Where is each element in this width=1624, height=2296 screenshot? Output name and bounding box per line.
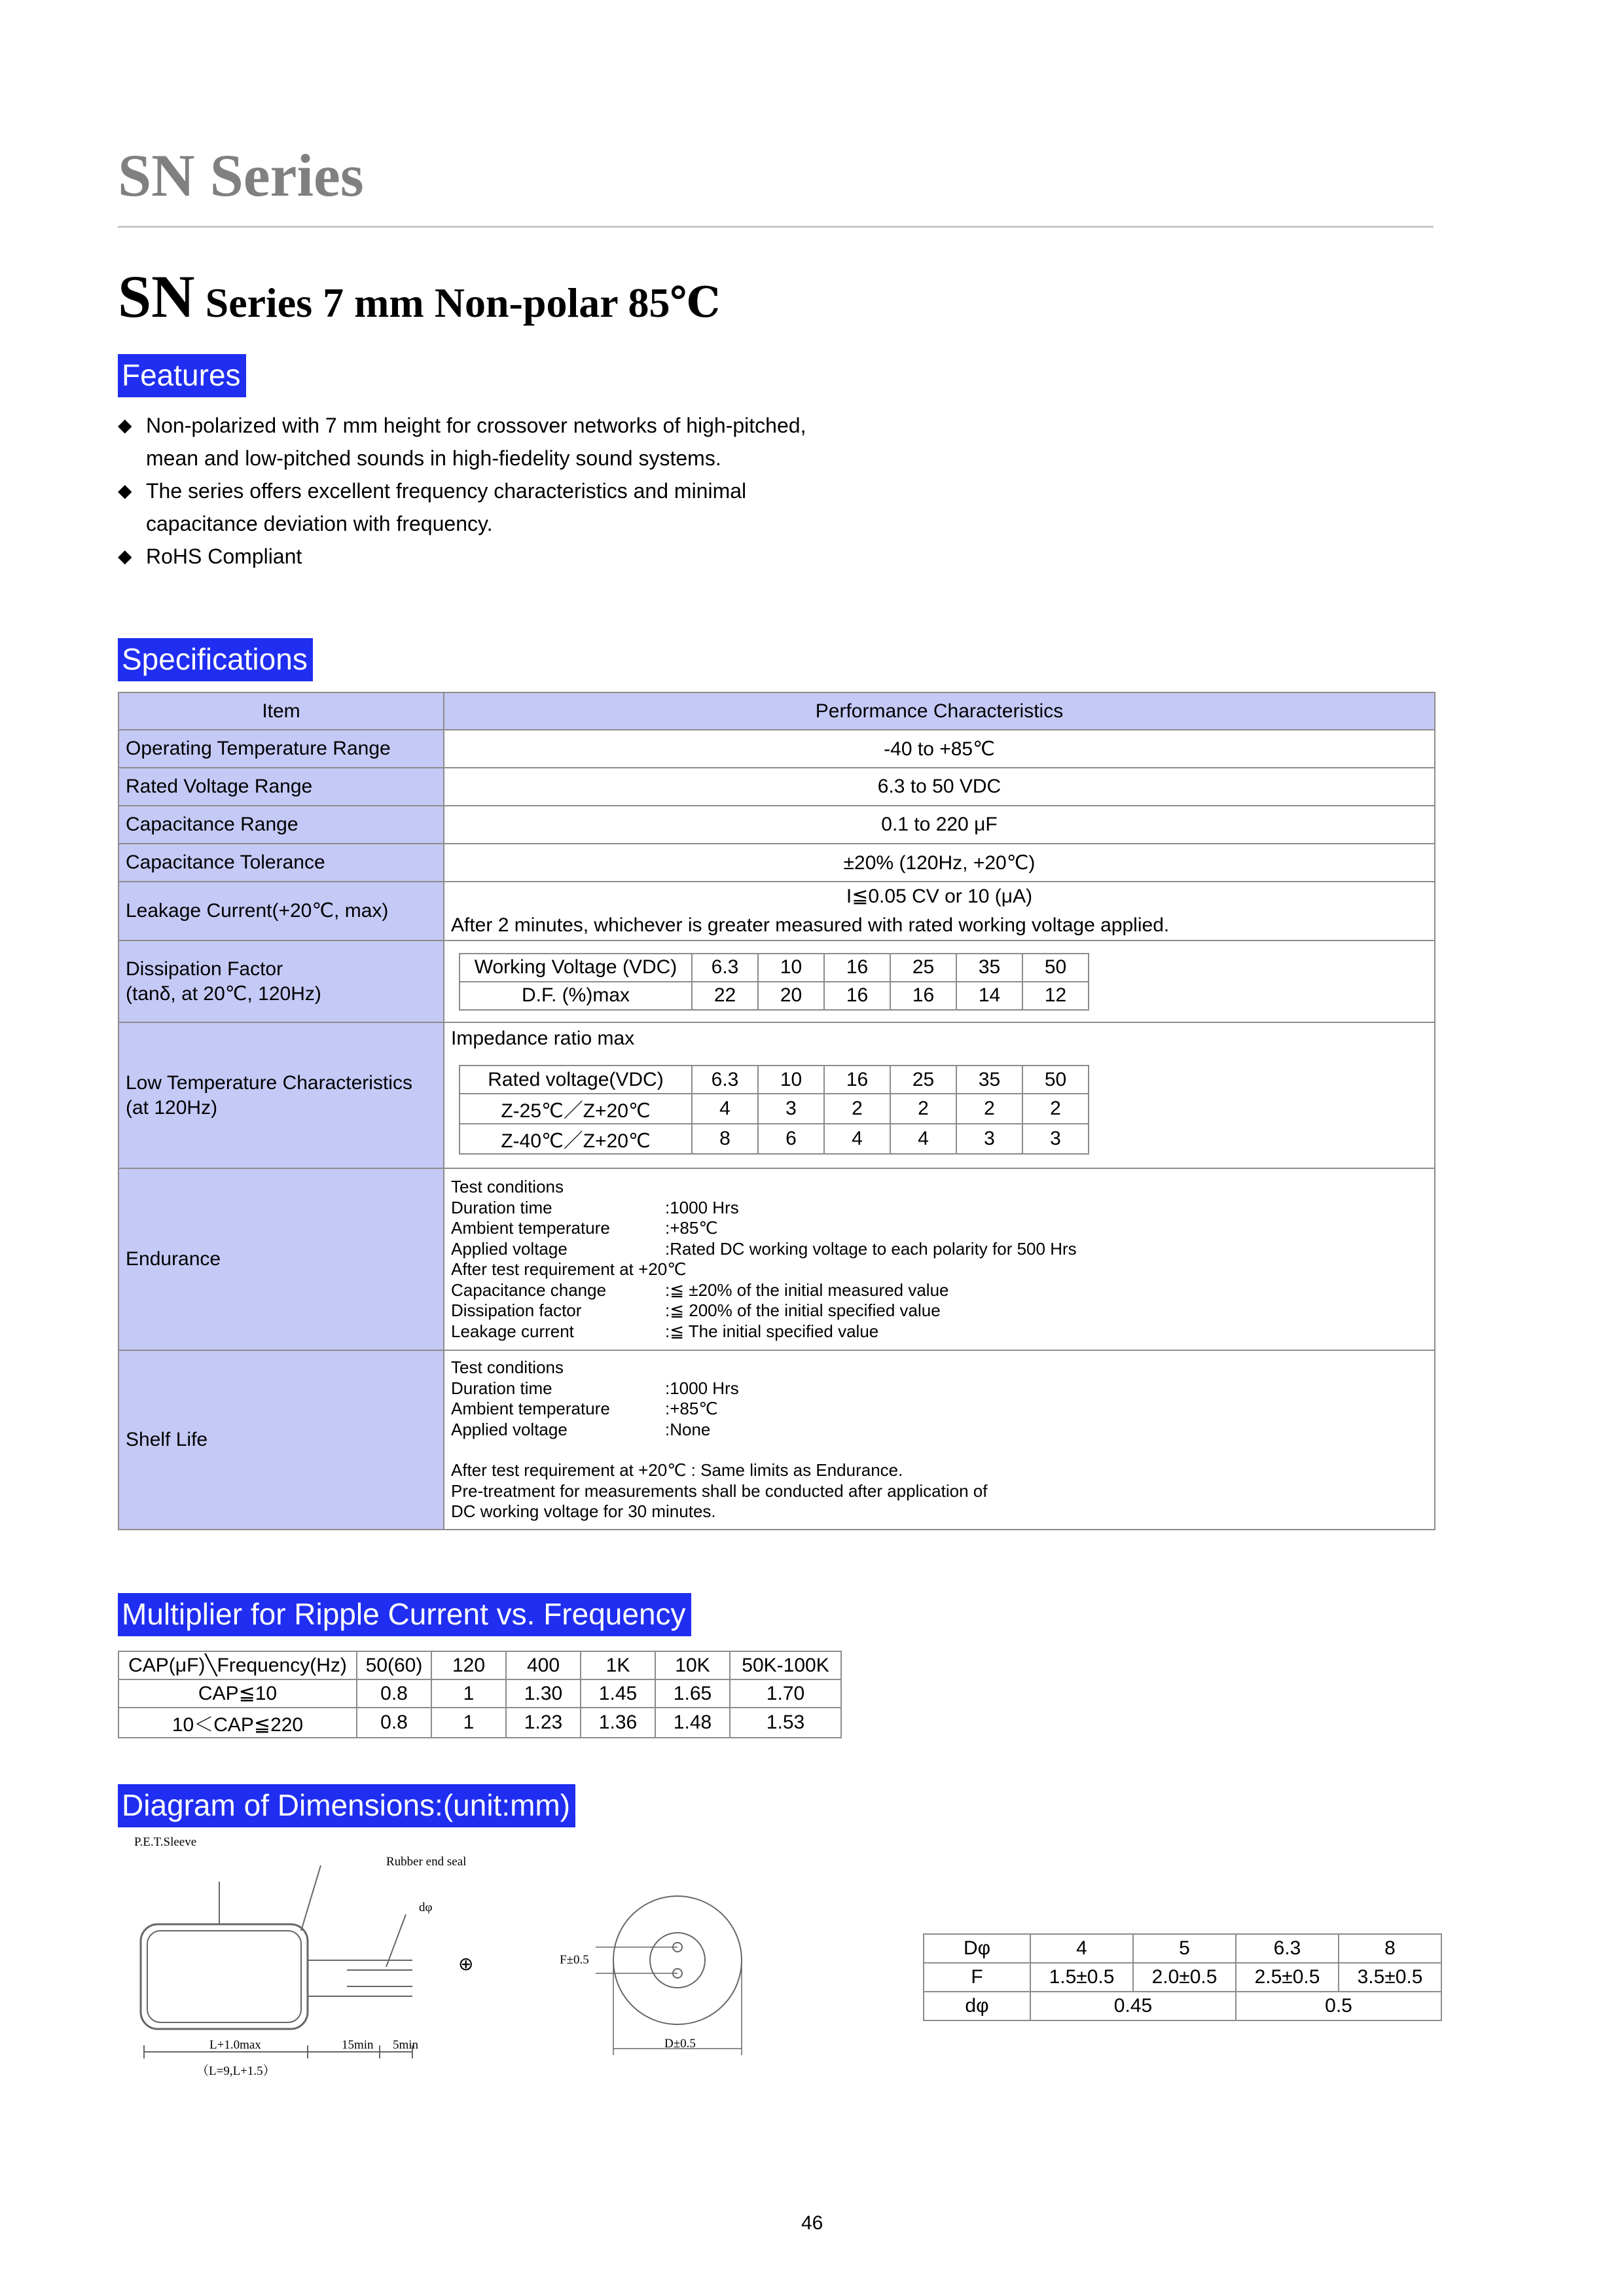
df-voltage: 35 bbox=[956, 954, 1022, 982]
df-value: 22 bbox=[692, 982, 758, 1010]
label-d-tolerance: D±0.5 bbox=[664, 2037, 696, 2051]
dim-value: 6.3 bbox=[1236, 1934, 1339, 1963]
page-number: 46 bbox=[801, 2212, 823, 2234]
shelf-key: Ambient temperature bbox=[451, 1399, 610, 1419]
endurance-value: :+85℃ bbox=[665, 1218, 718, 1238]
ripple-value: 0.8 bbox=[357, 1708, 431, 1738]
row-label: Capacitance Range bbox=[118, 806, 444, 844]
df-table bbox=[459, 953, 1089, 1011]
ripple-value: 1 bbox=[431, 1679, 506, 1708]
specifications-heading: Specifications bbox=[118, 638, 313, 681]
dim-label: dφ bbox=[924, 1992, 1030, 2020]
feature-text: RoHS Compliant bbox=[146, 545, 302, 568]
dim-value: 5 bbox=[1133, 1934, 1236, 1963]
impedance-header-label: Rated voltage(VDC) bbox=[460, 1066, 692, 1094]
ripple-table bbox=[118, 1651, 842, 1738]
lowtemp-label-line2: (at 120Hz) bbox=[126, 1096, 218, 1119]
features-heading: Features bbox=[118, 354, 246, 397]
row-label: Endurance bbox=[118, 1168, 444, 1350]
table-row bbox=[118, 941, 1435, 1022]
dim-value: 3.5±0.5 bbox=[1339, 1963, 1441, 1992]
df-voltage: 6.3 bbox=[692, 954, 758, 982]
ripple-value: 1.65 bbox=[655, 1679, 730, 1708]
diamond-bullet-icon: ◆ bbox=[118, 415, 132, 435]
label-pet-sleeve: P.E.T.Sleeve bbox=[134, 1835, 197, 1849]
impedance-value: 6 bbox=[758, 1124, 824, 1154]
shelf-life-details bbox=[444, 1357, 1434, 1522]
table-row bbox=[118, 1679, 841, 1708]
row-label: Shelf Life bbox=[118, 1350, 444, 1530]
table-row bbox=[118, 1708, 841, 1738]
label-5min: 5min bbox=[393, 2038, 419, 2052]
dim-value: 0.45 bbox=[1030, 1992, 1236, 2020]
ripple-frequency: 50(60) bbox=[357, 1651, 431, 1679]
ripple-value: 1.48 bbox=[655, 1708, 730, 1738]
df-voltage: 16 bbox=[824, 954, 890, 982]
row-label: Leakage Current(+20℃, max) bbox=[118, 882, 444, 941]
dim-value: 1.5±0.5 bbox=[1030, 1963, 1133, 1992]
endurance-key: Dissipation factor bbox=[451, 1300, 582, 1320]
ripple-value: 1.23 bbox=[506, 1708, 581, 1738]
endurance-details bbox=[444, 1177, 1434, 1342]
shelf-test-conditions: Test conditions bbox=[451, 1357, 564, 1378]
diamond-bullet-icon: ◆ bbox=[118, 480, 132, 501]
endurance-after: After test requirement at +20℃ bbox=[451, 1259, 687, 1279]
table-row bbox=[118, 882, 1435, 941]
dimensions-heading: Diagram of Dimensions:(unit:mm) bbox=[118, 1784, 575, 1827]
shelf-key: Applied voltage bbox=[451, 1419, 568, 1439]
leakage-formula: I≦0.05 CV or 10 (μA) bbox=[846, 886, 1033, 907]
table-row bbox=[118, 1168, 1435, 1350]
table-row bbox=[118, 768, 1435, 806]
row-value bbox=[444, 882, 1435, 941]
label-rubber-seal: Rubber end seal bbox=[386, 1855, 467, 1869]
impedance-value: 3 bbox=[956, 1124, 1022, 1154]
impedance-value: 2 bbox=[824, 1094, 890, 1124]
df-value: 20 bbox=[758, 982, 824, 1010]
df-label-line2: (tanδ, at 20℃, 120Hz) bbox=[126, 982, 321, 1005]
df-voltage: 25 bbox=[890, 954, 956, 982]
diamond-bullet-icon: ◆ bbox=[118, 546, 132, 566]
row-value bbox=[444, 1168, 1435, 1350]
row-label: Rated Voltage Range bbox=[118, 768, 444, 806]
endurance-key: Applied voltage bbox=[451, 1238, 568, 1259]
table-row bbox=[118, 1022, 1435, 1168]
table-header-row bbox=[118, 692, 1435, 730]
ripple-frequency: 400 bbox=[506, 1651, 581, 1679]
header-title: SN Series bbox=[118, 142, 364, 209]
ripple-value: 0.8 bbox=[357, 1679, 431, 1708]
ripple-row-label: CAP≦10 bbox=[118, 1679, 357, 1708]
page-title bbox=[118, 262, 720, 331]
dim-value: 4 bbox=[1030, 1934, 1133, 1963]
specifications-table bbox=[118, 692, 1435, 1530]
row-value: 6.3 to 50 VDC bbox=[444, 768, 1435, 806]
feature-text: Non-polarized with 7 mm height for crossover networks of high-pitched, bbox=[146, 414, 806, 437]
impedance-value: 4 bbox=[824, 1124, 890, 1154]
lowtemp-label-line1: Low Temperature Characteristics bbox=[126, 1071, 412, 1094]
title-series-code: SN bbox=[118, 263, 195, 330]
table-row bbox=[118, 844, 1435, 882]
ripple-value: 1 bbox=[431, 1708, 506, 1738]
header-divider bbox=[118, 226, 1434, 228]
endurance-value: :1000 Hrs bbox=[665, 1197, 739, 1217]
ripple-value: 1.36 bbox=[581, 1708, 655, 1738]
ripple-heading: Multiplier for Ripple Current vs. Frequency bbox=[118, 1593, 691, 1636]
impedance-row-label: Z-25℃／Z+20℃ bbox=[460, 1094, 692, 1124]
dimensions-table bbox=[923, 1933, 1442, 2021]
shelf-value: :1000 Hrs bbox=[665, 1378, 739, 1398]
ripple-frequency: 1K bbox=[581, 1651, 655, 1679]
table-row bbox=[924, 1934, 1441, 1963]
dim-value: 0.5 bbox=[1236, 1992, 1441, 2020]
impedance-row-label: Z-40℃／Z+20℃ bbox=[460, 1124, 692, 1154]
row-label: Capacitance Tolerance bbox=[118, 844, 444, 882]
dim-value: 2.0±0.5 bbox=[1133, 1963, 1236, 1992]
column-header-item: Item bbox=[118, 692, 444, 730]
dim-value: 2.5±0.5 bbox=[1236, 1963, 1339, 1992]
leader-line bbox=[301, 1865, 321, 1931]
ripple-header-label: CAP(μF)╲Frequency(Hz) bbox=[118, 1651, 357, 1679]
endurance-key: Capacitance change bbox=[451, 1280, 607, 1300]
capacitor-body-outline bbox=[141, 1924, 308, 2029]
feature-item bbox=[118, 409, 1034, 475]
ripple-value: 1.45 bbox=[581, 1679, 655, 1708]
shelf-note: Pre-treatment for measurements shall be conducted after application of bbox=[451, 1480, 988, 1501]
row-label: Operating Temperature Range bbox=[118, 730, 444, 768]
ripple-frequency: 50K-100K bbox=[730, 1651, 841, 1679]
ripple-value: 1.70 bbox=[730, 1679, 841, 1708]
impedance-voltage: 35 bbox=[956, 1066, 1022, 1094]
df-value: 16 bbox=[824, 982, 890, 1010]
impedance-value: 2 bbox=[1022, 1094, 1089, 1124]
df-value: 16 bbox=[890, 982, 956, 1010]
label-length-note: （L=9,L+1.5） bbox=[196, 2064, 276, 2078]
impedance-value: 8 bbox=[692, 1124, 758, 1154]
shelf-note: DC working voltage for 30 minutes. bbox=[451, 1501, 716, 1522]
df-voltage: 10 bbox=[758, 954, 824, 982]
feature-text: capacitance deviation with frequency. bbox=[146, 512, 493, 535]
shelf-note: After test requirement at +20℃ : Same limits as Endurance. bbox=[451, 1460, 903, 1480]
endurance-key: Duration time bbox=[451, 1197, 552, 1217]
capacitor-sleeve-outline bbox=[147, 1931, 301, 2022]
label-15min: 15min bbox=[342, 2038, 374, 2052]
column-header-performance: Performance Characteristics bbox=[444, 692, 1435, 730]
bottom-view-outline bbox=[613, 1896, 742, 2024]
df-value: 12 bbox=[1022, 982, 1089, 1010]
row-value: 0.1 to 220 μF bbox=[444, 806, 1435, 844]
table-row bbox=[118, 806, 1435, 844]
endurance-key: Ambient temperature bbox=[451, 1218, 610, 1238]
dimension-diagram bbox=[118, 1833, 838, 2108]
bottom-view-inner-ring bbox=[650, 1933, 705, 1988]
shelf-value: :+85℃ bbox=[665, 1399, 718, 1419]
df-voltage: 50 bbox=[1022, 954, 1089, 982]
ripple-frequency: 10K bbox=[655, 1651, 730, 1679]
table-row bbox=[118, 1350, 1435, 1530]
df-label-line1: Dissipation Factor bbox=[126, 958, 283, 980]
plus-polarity-icon: ⊕ bbox=[458, 1954, 474, 1975]
row-value bbox=[444, 941, 1435, 1022]
row-value bbox=[444, 1022, 1435, 1168]
impedance-value: 4 bbox=[692, 1094, 758, 1124]
endurance-value: :≦ ±20% of the initial measured value bbox=[665, 1280, 949, 1300]
ripple-value: 1.30 bbox=[506, 1679, 581, 1708]
impedance-voltage: 50 bbox=[1022, 1066, 1089, 1094]
impedance-value: 3 bbox=[1022, 1124, 1089, 1154]
df-header-label: Working Voltage (VDC) bbox=[460, 954, 692, 982]
impedance-voltage: 10 bbox=[758, 1066, 824, 1094]
row-label bbox=[118, 941, 444, 1022]
impedance-value: 4 bbox=[890, 1124, 956, 1154]
endurance-key: Leakage current bbox=[451, 1321, 574, 1341]
dim-label: F bbox=[924, 1963, 1030, 1992]
leakage-note: After 2 minutes, whichever is greater measured with rated working voltage applied. bbox=[451, 914, 1170, 936]
impedance-voltage: 25 bbox=[890, 1066, 956, 1094]
impedance-value: 2 bbox=[956, 1094, 1022, 1124]
features-list bbox=[118, 409, 1034, 573]
label-lead-diameter: dφ bbox=[419, 1901, 433, 1914]
feature-item bbox=[118, 475, 1034, 540]
dim-label: Dφ bbox=[924, 1934, 1030, 1963]
impedance-table bbox=[459, 1065, 1089, 1155]
title-description: Series 7 mm Non-polar 85℃ bbox=[194, 279, 721, 326]
row-value bbox=[444, 1350, 1435, 1530]
impedance-voltage: 16 bbox=[824, 1066, 890, 1094]
shelf-value: :None bbox=[665, 1419, 711, 1439]
table-row bbox=[118, 730, 1435, 768]
row-label bbox=[118, 1022, 444, 1168]
label-length: L+1.0max bbox=[209, 2038, 261, 2052]
dim-value: 8 bbox=[1339, 1934, 1441, 1963]
feature-text: mean and low-pitched sounds in high-fiedelity sound systems. bbox=[146, 446, 721, 470]
ripple-row-label: 10＜CAP≦220 bbox=[118, 1708, 357, 1738]
feature-text: The series offers excellent frequency characteristics and minimal bbox=[146, 479, 747, 503]
shelf-key: Duration time bbox=[451, 1378, 552, 1398]
table-row bbox=[924, 1963, 1441, 1992]
label-f-tolerance: F±0.5 bbox=[560, 1953, 589, 1967]
endurance-value: :≦ 200% of the initial specified value bbox=[665, 1300, 941, 1320]
endurance-value: :Rated DC working voltage to each polarity for 500 Hrs bbox=[665, 1238, 1077, 1259]
feature-item bbox=[118, 540, 1034, 573]
row-value: ±20% (120Hz, +20℃) bbox=[444, 844, 1435, 882]
endurance-test-conditions: Test conditions bbox=[451, 1177, 564, 1196]
endurance-value: :≦ The initial specified value bbox=[665, 1321, 879, 1341]
ripple-value: 1.53 bbox=[730, 1708, 841, 1738]
impedance-value: 3 bbox=[758, 1094, 824, 1124]
table-header-row bbox=[118, 1651, 841, 1679]
impedance-value: 2 bbox=[890, 1094, 956, 1124]
table-row bbox=[924, 1992, 1441, 2020]
df-value: 14 bbox=[956, 982, 1022, 1010]
df-row-label: D.F. (%)max bbox=[460, 982, 692, 1010]
row-value: -40 to +85℃ bbox=[444, 730, 1435, 768]
ripple-frequency: 120 bbox=[431, 1651, 506, 1679]
impedance-voltage: 6.3 bbox=[692, 1066, 758, 1094]
leader-line bbox=[386, 1914, 406, 1967]
impedance-title: Impedance ratio max bbox=[451, 1028, 635, 1049]
